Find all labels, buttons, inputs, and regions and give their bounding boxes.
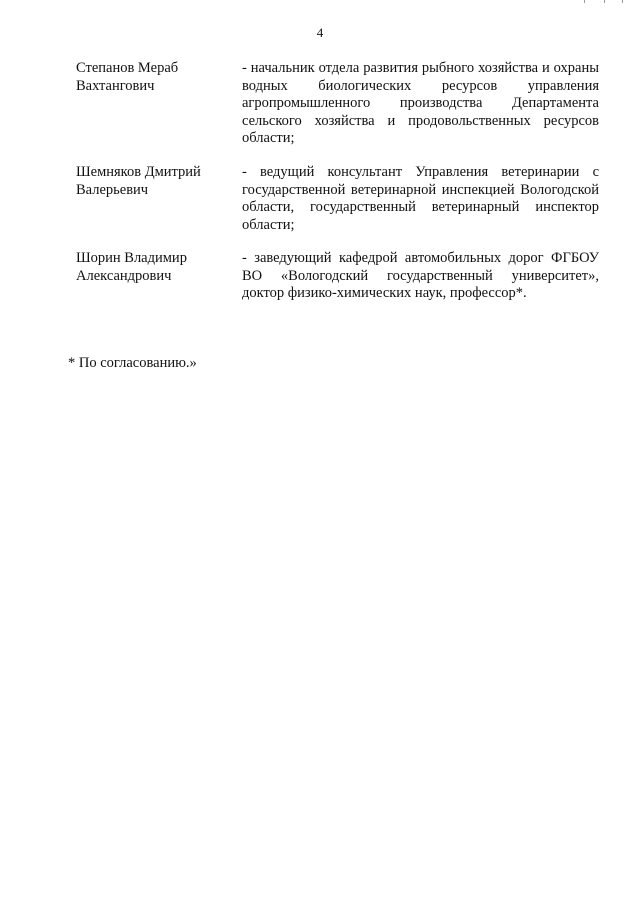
member-name: Степанов Мераб Вахтангович xyxy=(76,60,179,94)
footnote: * По согласованию.» xyxy=(68,355,197,371)
member-name: Шорин Владимир Александрович xyxy=(76,250,187,284)
member-description: - заведующий кафедрой автомобильных дорог ФГБОУ ВО «Вологодский государственный университет», доктор физико-химических наук, профессор*. xyxy=(242,250,599,301)
scan-corner-mark xyxy=(582,0,640,3)
member-description: - ведущий консультант Управления ветеринарии с государственной ветеринарной инспекцией Вологодской области, государственный ветеринарный инспектор области; xyxy=(242,164,599,233)
page-number: 4 xyxy=(316,25,324,40)
member-description: - начальник отдела развития рыбного хозяйства и охраны водных биологических ресурсов управления агропромышленного производства Департамента сельского хозяйства и продовольственных ресурсов области; xyxy=(242,60,599,146)
member-name: Шемняков Дмитрий Валерьевич xyxy=(76,164,201,198)
